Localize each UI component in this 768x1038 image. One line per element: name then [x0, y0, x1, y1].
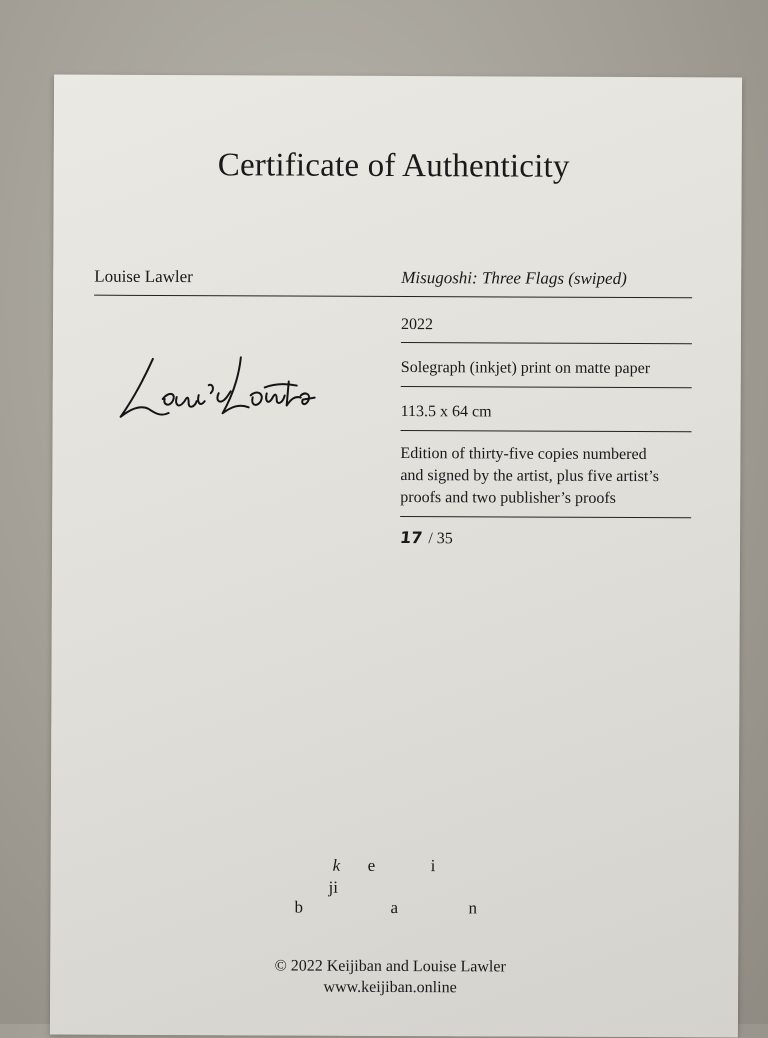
edition-description	[400, 443, 700, 510]
logo-letter-b: b	[294, 897, 304, 917]
certificate-title: Certificate of Authenticity	[217, 147, 570, 185]
medium-field: Solegraph (inkjet) print on matte paper	[400, 359, 651, 378]
logo-letters-ji: ji	[328, 877, 339, 897]
logo-letter-i: i	[430, 856, 436, 876]
dimensions-divider	[401, 430, 692, 432]
footer	[50, 954, 730, 999]
edition-line-1: Edition of thirty-five copies numbered	[400, 445, 647, 464]
year-field: 2022	[400, 316, 434, 334]
edition-total: / 35	[428, 530, 453, 548]
edition-line-3: proofs and two publisher’s proofs	[400, 489, 616, 507]
artist-name: Louise Lawler	[94, 266, 193, 287]
logo-letter-n: n	[468, 898, 478, 918]
work-title: Misugoshi: Three Flags (swiped)	[401, 268, 627, 289]
certificate-paper	[50, 75, 742, 1038]
handwritten-edition-number: 17	[399, 528, 424, 548]
dimensions-field: 113.5 x 64 cm	[400, 403, 492, 421]
logo-letter-a: a	[390, 897, 399, 918]
year-divider	[401, 342, 692, 344]
edition-divider	[400, 516, 691, 518]
keijiban-logo	[290, 854, 490, 925]
logo-letter-k: k	[332, 855, 341, 875]
edition-line-2: and signed by the artist, plus five artist’s	[400, 467, 660, 486]
copyright-text: © 2022 Keijiban and Louise Lawler	[274, 957, 506, 976]
logo-letter-e: e	[367, 855, 376, 875]
artist-signature	[115, 347, 325, 438]
edition-number-field	[400, 528, 453, 548]
title-divider	[94, 295, 692, 299]
website-text: www.keijiban.online	[323, 978, 457, 997]
medium-divider	[401, 386, 692, 388]
